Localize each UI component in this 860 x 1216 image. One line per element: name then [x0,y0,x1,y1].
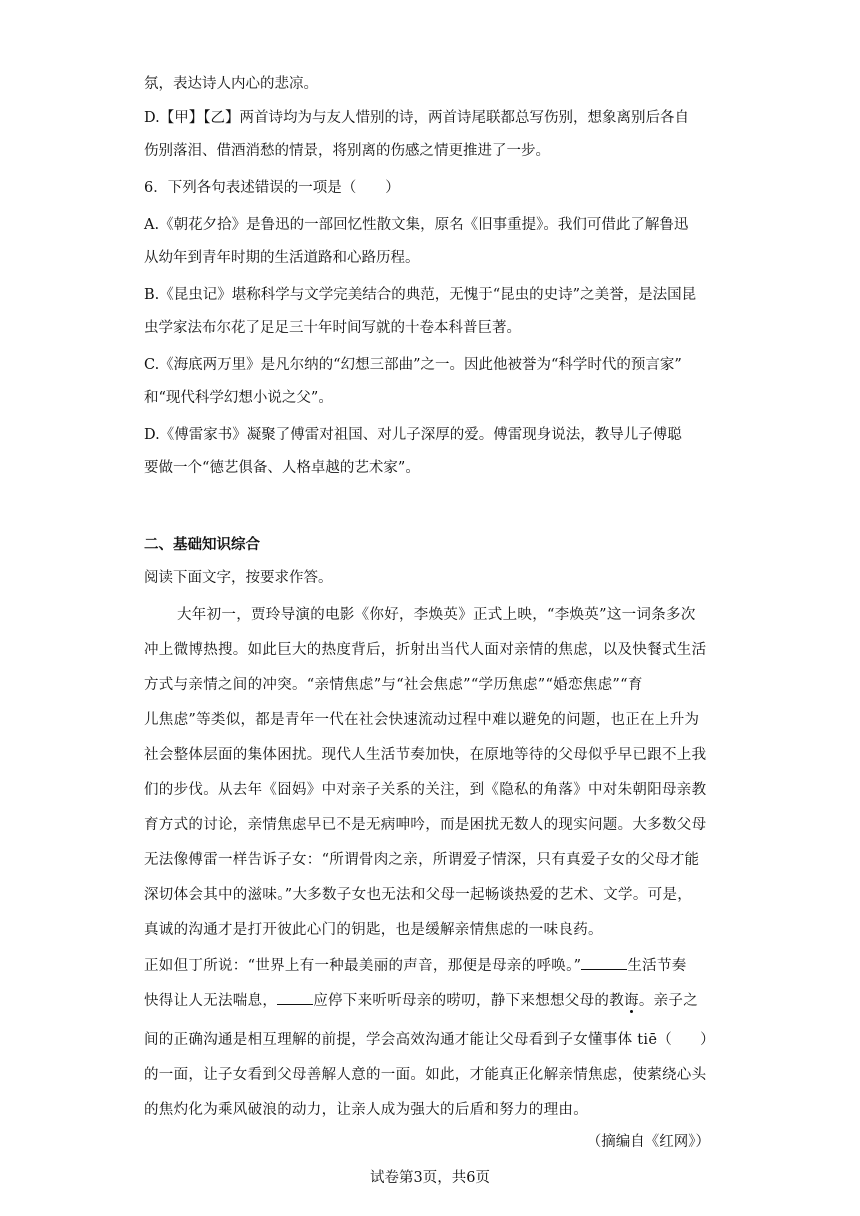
text-segment: 应停下来听听母亲的唠叨，静下来想想父母的教 [313,993,625,1009]
passage-line: 大年初一，贾玲导演的电影《你好，李焕英》正式上映，“李焕英”这一词条多次 [177,607,696,623]
text-segment: 间的正确沟通是相互理解的前提，学会高效沟通才能让父母看到子女懂事体 tiē（ [144,1032,673,1048]
text-line: 氛，表达诗人内心的悲凉。 [144,76,318,92]
passage-line-with-blank [144,955,687,976]
section-heading: 二、基础知识综合 [144,537,260,553]
text-line: 要做一个“德艺俱备、人格卓越的艺术家”。 [144,460,420,476]
text-line: 从幼年到青年时期的生活道路和心路历程。 [144,250,420,266]
text-segment: 快得让人无法喘息， [144,993,278,1009]
passage-line: 的焦灼化为乘风破浪的动力，让亲人成为强大的后盾和努力的理由。 [144,1102,588,1118]
quote-text-tail: 生活节奏 [627,958,687,974]
option-c-line: C.《海底两万里》是凡尔纳的“幻想三部曲”之一。因此他被誉为“科学时代的预言家” [144,357,682,373]
option-a-line: A.《朝花夕拾》是鲁迅的一部回忆性散文集，原名《旧事重提》。我们可借此了解鲁迅 [144,217,689,233]
quote-text: 正如但丁所说：“世界上有一种最美丽的声音，那便是母亲的呼唤。” [144,958,582,974]
passage-line: 冲上微博热搜。如此巨大的热度背后，折射出当代人面对亲情的焦虑，以及快餐式生活 [144,642,707,658]
pinyin-question-line [144,1030,715,1050]
page-footer: 试卷第3页，共6页 [370,1170,490,1186]
passage-line: 们的步伐。从去年《囧妈》中对亲子关系的关注，到《隐私的角落》中对朱朝阳母亲教 [144,782,707,798]
instruction: 阅读下面文字，按要求作答。 [144,570,333,586]
text-segment: 。亲子之 [638,993,699,1009]
passage-line: 无法像傅雷一样告诉子女：“所谓骨肉之亲，所谓爱子情深，只有真爱子女的父母才能 [144,852,700,868]
passage-line: 育方式的讨论，亲情焦虑早已不是无病呻吟，而是困扰无数人的现实问题。大多数父母 [144,817,707,833]
option-d-line: D.【甲】【乙】两首诗均为与友人惜别的诗，两首诗尾联都总写伤别，想象离别后各自 [144,110,689,126]
text-segment: ） [700,1032,715,1048]
text-line: 和“现代科学幻想小说之父”。 [144,390,333,406]
passage-line-with-blank [144,990,698,1011]
text-line: 虫学家法布尔花了足足三十年时间写就的十卷本科普巨著。 [144,320,521,336]
option-d-line: D.《傅雷家书》凝聚了傅雷对祖国、对儿子深厚的爱。傅雷现身说法，教导儿子傅聪 [144,427,682,443]
source-citation: （摘编自《红网》） [586,1134,710,1150]
passage-line: 社会整体层面的集体困扰。现代人生活节奏加快，在原地等待的父母似乎早已跟不上我 [144,747,707,763]
question-6-stem: 6．下列各句表述错误的一项是（ ） [144,180,400,196]
passage-line: 方式与亲情之间的冲突。“亲情焦虑”与“社会焦虑”“学历焦虑”“婚恋焦虑”“育 [144,677,643,693]
passage-line: 真诚的沟通才是打开彼此心门的钥匙，也是缓解亲情焦虑的一味良药。 [144,922,603,938]
text-line: 伤别落泪、借酒消愁的情景，将别离的伤感之情更推进了一步。 [144,143,550,159]
passage-line: 的一面，让子女看到父母善解人意的一面。如此，才能真正化解亲情焦虑，使萦绕心头 [144,1067,707,1083]
emphasized-character: 诲 [624,993,639,1009]
passage-line: 深切体会其中的滋味。”大多数子女也无法和父母一起畅谈热爱的艺术、文学。可是， [144,887,693,903]
answer-blank-1[interactable] [581,955,627,970]
passage-line: 儿焦虑”等类似，都是青年一代在社会快速流动过程中难以避免的问题，也正在上升为 [144,712,700,728]
option-b-line: B.《昆虫记》堪称科学与文学完美结合的典范，无愧于“昆虫的史诗”之美誉，是法国昆 [144,287,697,303]
answer-blank-2[interactable] [277,990,313,1005]
